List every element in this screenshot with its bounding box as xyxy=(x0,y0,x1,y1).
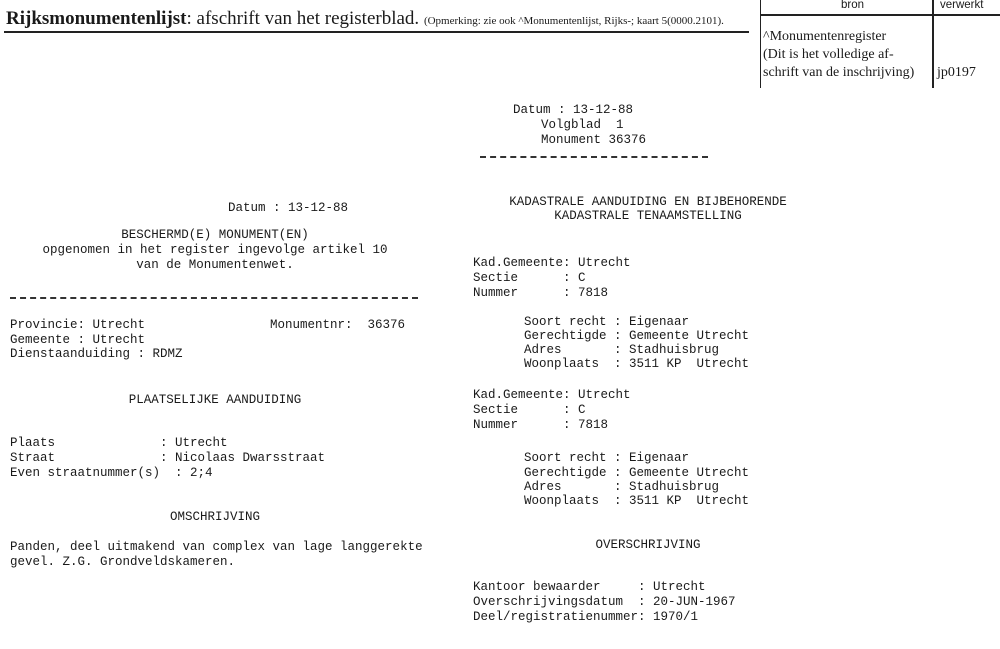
overschrijving-line: Deel/registratienummer: 1970/1 xyxy=(473,610,699,624)
omschrijving-heading: OMSCHRIJVING xyxy=(169,510,260,524)
plaats-line: Plaats : Utrecht xyxy=(10,436,228,450)
bron-line: ^Monumentenregister xyxy=(763,29,887,44)
left-heading: opgenomen in het register ingevolge artikel 10 xyxy=(42,243,388,257)
provincie: Provincie: Utrecht xyxy=(10,318,146,332)
recht-line: Adres : Stadhuisbrug xyxy=(524,480,720,494)
monumentnr: Monumentnr: 36376 xyxy=(270,318,406,332)
kad-line: Nummer : 7818 xyxy=(473,418,609,432)
recht-line: Soort recht : Eigenaar xyxy=(524,315,690,329)
title-rest: : afschrift van het registerblad. xyxy=(186,8,424,29)
overschrijving-heading: OVERSCHRIJVING xyxy=(595,538,701,552)
title-bold: Rijksmonumentenlijst xyxy=(6,8,187,29)
recht-line: Woonplaats : 3511 KP Utrecht xyxy=(524,357,750,371)
title-note: (Opmerking: zie ook ^Monumentenlijst, Rijks-; kaart 5(0000.2101). xyxy=(423,15,724,27)
omschrijving-line: gevel. Z.G. Grondveldskameren. xyxy=(10,555,236,569)
kadastrale-heading: KADASTRALE TENAAMSTELLING xyxy=(554,209,742,223)
left-heading: BESCHERMD(E) MONUMENT(EN) xyxy=(121,228,309,242)
dienstaanduiding: Dienstaanduiding : RDMZ xyxy=(10,347,183,361)
col-verwerkt: verwerkt xyxy=(940,0,984,11)
kad-line: Kad.Gemeente: Utrecht xyxy=(473,256,631,270)
overschrijving-line: Kantoor bewaarder : Utrecht xyxy=(473,580,706,594)
volgblad: Volgblad 1 xyxy=(541,118,624,132)
col-bron: bron xyxy=(841,0,865,11)
kadastrale-heading: KADASTRALE AANDUIDING EN BIJBEHORENDE xyxy=(509,195,787,209)
left-datum: Datum : 13-12-88 xyxy=(228,201,349,215)
kad-line: Sectie : C xyxy=(473,271,586,285)
source-table xyxy=(760,0,1000,88)
bron-line: schrift van de inschrijving) xyxy=(763,65,915,80)
plaats-line: Even straatnummer(s) : 2;4 xyxy=(10,466,213,480)
plaats-line: Straat : Nicolaas Dwarsstraat xyxy=(10,451,326,465)
recht-line: Woonplaats : 3511 KP Utrecht xyxy=(524,494,750,508)
kad-line: Nummer : 7818 xyxy=(473,286,609,300)
recht-line: Adres : Stadhuisbrug xyxy=(524,343,720,357)
right-datum: Datum : 13-12-88 xyxy=(513,103,634,117)
recht-line: Soort recht : Eigenaar xyxy=(524,451,690,465)
recht-line: Gerechtigde : Gemeente Utrecht xyxy=(524,329,750,343)
kad-line: Sectie : C xyxy=(473,403,586,417)
overschrijving-line: Overschrijvingsdatum : 20-JUN-1967 xyxy=(473,595,736,609)
omschrijving-line: Panden, deel uitmakend van complex van lage langgerekte xyxy=(10,540,423,554)
plaats-heading: PLAATSELIJKE AANDUIDING xyxy=(128,393,302,407)
bron-line: (Dit is het volledige af- xyxy=(763,47,894,62)
kad-line: Kad.Gemeente: Utrecht xyxy=(473,388,631,402)
dashed-rule xyxy=(480,156,708,158)
title-rule xyxy=(4,31,749,33)
recht-line: Gerechtigde : Gemeente Utrecht xyxy=(524,466,750,480)
left-heading: van de Monumentenwet. xyxy=(136,258,294,272)
monument-number: Monument 36376 xyxy=(541,133,647,147)
verwerkt-value: jp0197 xyxy=(937,65,976,80)
gemeente: Gemeente : Utrecht xyxy=(10,333,146,347)
table-divider xyxy=(761,14,1000,16)
page-title xyxy=(6,8,724,30)
dashed-rule xyxy=(10,297,418,299)
table-divider xyxy=(932,0,934,88)
